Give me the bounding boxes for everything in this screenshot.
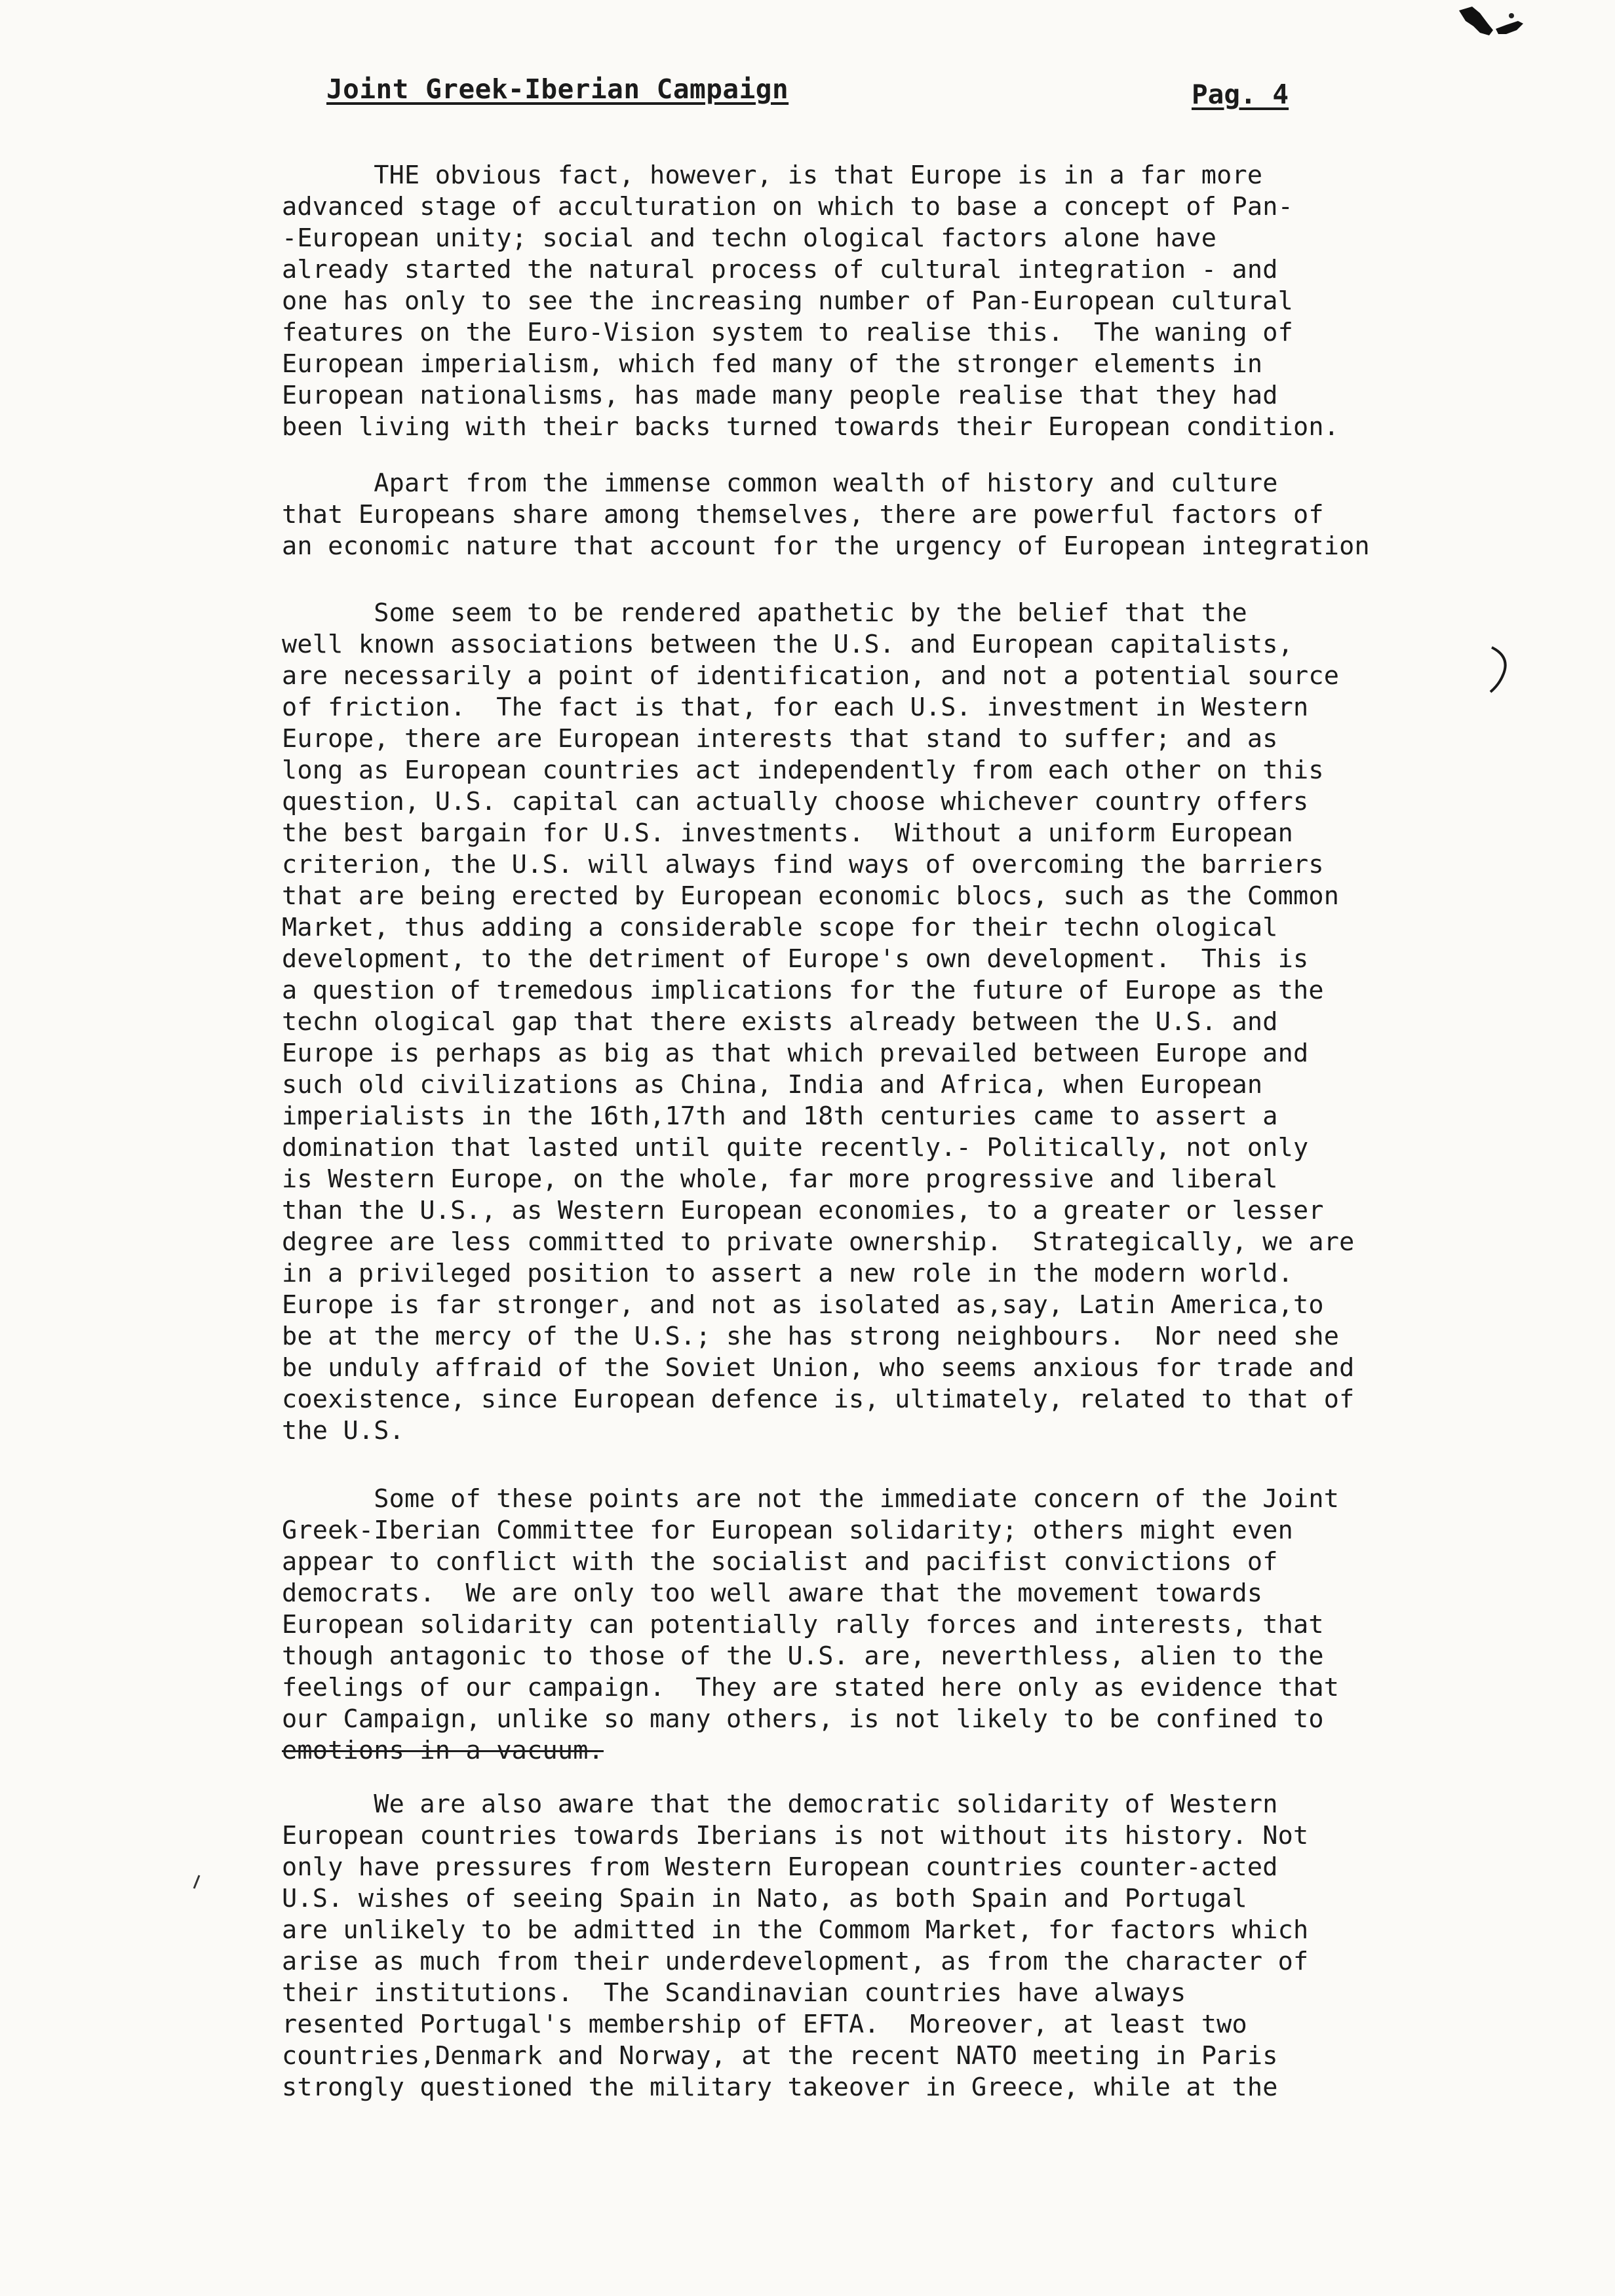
paragraph-1 xyxy=(282,160,1540,443)
text-line: feelings of our campaign. They are stated here only as evidence that xyxy=(282,1673,1340,1702)
text-line: advanced stage of acculturation on which to base a concept of Pan- xyxy=(282,192,1294,221)
text-line: in a privileged position to assert a new role in the modern world. xyxy=(282,1259,1294,1288)
text-line: We are also aware that the democratic solidarity of Western xyxy=(282,1789,1278,1819)
text-line: an economic nature that account for the urgency of European integration xyxy=(282,531,1370,561)
text-line: -European unity; social and techn ological factors alone have xyxy=(282,223,1217,253)
text-line: the best bargain for U.S. investments. Without a uniform European xyxy=(282,818,1294,848)
text-line: be unduly affraid of the Soviet Union, who seems anxious for trade and xyxy=(282,1353,1355,1383)
text-line: Some of these points are not the immediate concern of the Joint xyxy=(282,1484,1340,1514)
text-line: criterion, the U.S. will always find ways of overcoming the barriers xyxy=(282,850,1324,879)
text-line: Europe is perhaps as big as that which prevailed between Europe and xyxy=(282,1039,1309,1068)
page-number-label: Pag. 4 xyxy=(1192,79,1289,110)
text-line: European nationalisms, has made many people realise that they had xyxy=(282,381,1278,410)
text-line: Market, thus adding a considerable scope for their techn ological xyxy=(282,913,1278,942)
text-line: European solidarity can potentially rally forces and interests, that xyxy=(282,1610,1324,1639)
text-line: well known associations between the U.S. and European capitalists, xyxy=(282,630,1294,659)
paragraph-4 xyxy=(282,1483,1540,1767)
text-line: though antagonic to those of the U.S. are, neverthless, alien to the xyxy=(282,1641,1324,1671)
paragraph-2 xyxy=(282,468,1540,562)
ink-blot-mark xyxy=(1454,4,1526,50)
text-line: arise as much from their underdevelopment, as from the character of xyxy=(282,1947,1309,1976)
text-line: question, U.S. capital can actually choose whichever country offers xyxy=(282,787,1309,816)
text-line: the U.S. xyxy=(282,1416,405,1445)
text-line: countries,Denmark and Norway, at the recent NATO meeting in Paris xyxy=(282,2041,1278,2071)
text-line: that are being erected by European economic blocs, such as the Common xyxy=(282,881,1340,911)
text-line: are necessarily a point of identification, and not a potential source xyxy=(282,661,1340,691)
text-line: already started the natural process of cultural integration - and xyxy=(282,255,1278,284)
text-line: of friction. The fact is that, for each U.S. investment in Western xyxy=(282,693,1309,722)
text-line: development, to the detriment of Europe's own development. This is xyxy=(282,944,1309,974)
text-line: only have pressures from Western European countries counter-acted xyxy=(282,1852,1278,1882)
text-line: features on the Euro-Vision system to realise this. The waning of xyxy=(282,318,1294,347)
text-line: Europe, there are European interests that stand to suffer; and as xyxy=(282,724,1278,754)
handwritten-bracket-mark xyxy=(1488,643,1514,696)
text-line: THE obvious fact, however, is that Europe is in a far more xyxy=(282,161,1263,190)
text-line: appear to conflict with the socialist and pacifist convictions of xyxy=(282,1547,1278,1577)
text-line: their institutions. The Scandinavian countries have always xyxy=(282,1978,1186,2008)
text-line: are unlikely to be admitted in the Commom Market, for factors which xyxy=(282,1915,1309,1945)
text-line: that Europeans share among themselves, there are powerful factors of xyxy=(282,500,1324,529)
text-line: Some seem to be rendered apathetic by the belief that the xyxy=(282,598,1247,628)
text-line: imperialists in the 16th,17th and 18th centuries came to assert a xyxy=(282,1101,1278,1131)
document-header-title: Joint Greek-Iberian Campaign xyxy=(326,73,789,105)
text-line: European countries towards Iberians is not without its history. Not xyxy=(282,1821,1309,1850)
text-line: than the U.S., as Western European economies, to a greater or lesser xyxy=(282,1196,1324,1225)
text-line: one has only to see the increasing number of Pan-European cultural xyxy=(282,286,1294,316)
text-line: been living with their backs turned towards their European condition. xyxy=(282,412,1340,442)
text-line: be at the mercy of the U.S.; she has strong neighbours. Nor need she xyxy=(282,1322,1340,1351)
text-line: European imperialism, which fed many of the stronger elements in xyxy=(282,349,1263,379)
text-line: a question of tremedous implications for the future of Europe as the xyxy=(282,976,1324,1005)
text-line: Greek-Iberian Committee for European solidarity; others might even xyxy=(282,1516,1294,1545)
text-line: domination that lasted until quite recently.- Politically, not only xyxy=(282,1133,1309,1162)
text-line: degree are less committed to private ownership. Strategically, we are xyxy=(282,1227,1355,1257)
text-line: such old civilizations as China, India and Africa, when European xyxy=(282,1070,1263,1100)
text-line: democrats. We are only too well aware that the movement towards xyxy=(282,1578,1263,1608)
text-line: is Western Europe, on the whole, far more progressive and liberal xyxy=(282,1164,1278,1194)
text-line: emotions in a vacuum. xyxy=(282,1736,604,1765)
text-line: long as European countries act independently from each other on this xyxy=(282,756,1324,785)
text-line: strongly questioned the military takeover in Greece, while at the xyxy=(282,2073,1278,2102)
text-line: our Campaign, unlike so many others, is not likely to be confined to xyxy=(282,1704,1324,1734)
text-line: coexistence, since European defence is, ultimately, related to that of xyxy=(282,1385,1355,1414)
text-line: resented Portugal's membership of EFTA. Moreover, at least two xyxy=(282,2010,1247,2039)
paragraph-3 xyxy=(282,598,1540,1447)
text-line: Europe is far stronger, and not as isolated as,say, Latin America,to xyxy=(282,1290,1324,1320)
text-line: U.S. wishes of seeing Spain in Nato, as both Spain and Portugal xyxy=(282,1884,1247,1913)
margin-tick-mark xyxy=(190,1873,203,1892)
paragraph-5 xyxy=(282,1789,1540,2103)
text-line: techn ological gap that there exists already between the U.S. and xyxy=(282,1007,1278,1037)
text-line: Apart from the immense common wealth of history and culture xyxy=(282,469,1278,498)
